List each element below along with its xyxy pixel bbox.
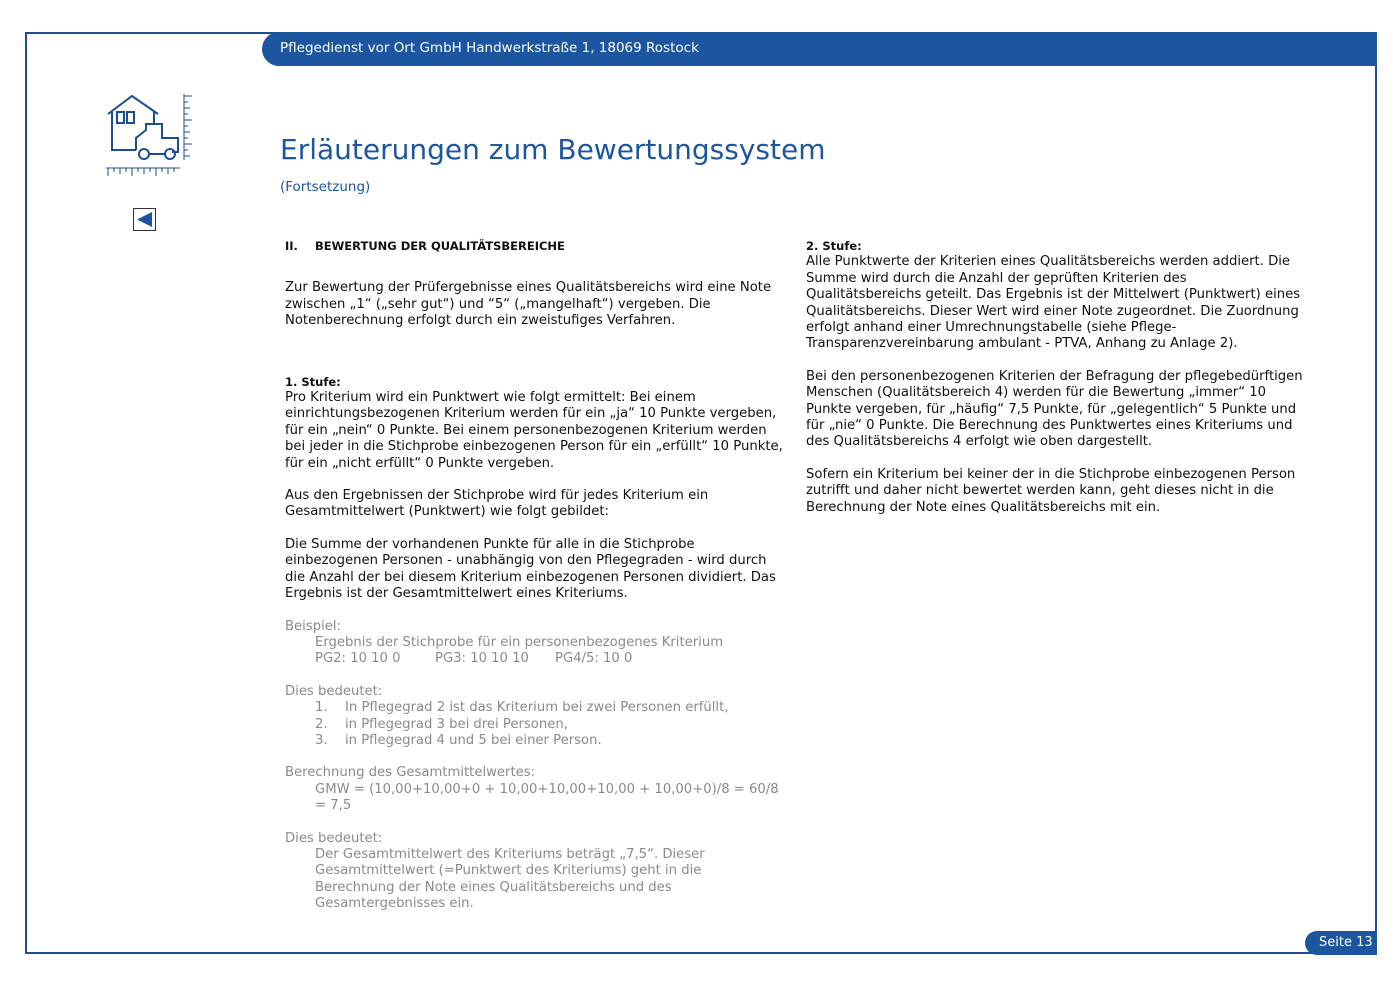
stufe1-text: Pro Kriterium wird ein Punktwert wie folgt ermittelt: Bei einem einrichtungsbezogenen Kriterium werden für ein „ja“ 10 Punkte vergeben, für ein „nein“ 0 Punkte. Bei einem personenbezogenen Kriterium werden bei jeder in die Stichprobe einbezogenen Person für ein „erfüllt“ 10 Punkte, für ein „nicht erfüllt“ 0 Punkte vergeben. [285, 390, 783, 471]
left-column [285, 238, 785, 913]
meaning-text-2: Der Gesamtmittelwert des Kriteriums beträgt „7,5“. Dieser Gesamtmittelwert (=Punktwert des Kriteriums) geht in die Berechnung der Note eines Qualitätsbereichs und des Gesamtergebnisses ein. [315, 846, 705, 912]
example-pg2: PG2: 10 10 0 [315, 651, 401, 667]
intro-text: Zur Bewertung der Prüfergebnisse eines Qualitätsbereichs wird eine Note zwischen „1“ („sehr gut“) und “5“ („mangelhaft“) vergeben. Die Notenberechnung erfolgt durch ein zweistufiges Verfahren. [285, 280, 772, 329]
stufe2-text-2: Bei den personenbezogenen Kriterien der Befragung der pflegebedürftigen Menschen (Qualitätsbereich 4) werden für die Bewertung „immer“ 10 Punkte vergeben, für „häufig“ 7,5 Punkte, für „gelegentlich“ 5 Punkte und für „nie“ 0 Punkte. Die Berechnung des Punktwertes eines Kriteriums und des Qualitätsbereichs 4 erfolgt wie oben dargestellt. [806, 368, 1303, 450]
header-bar [262, 32, 1377, 66]
meaning-label-2: Dies bedeutet: [285, 830, 383, 846]
stufe2-text: Alle Punktwerte der Kriterien eines Qualitätsbereichs werden addiert. Die Summe wird durch die Anzahl der geprüften Kriterien des Qualitätsbereichs geteilt. Das Ergebnis ist der Mittelwert (Punktwert) eines Qualitätsbereichs. Dieser Wert wird einer Note zugeordnet. Die Zuordnung erfolgt anhand einer Umrechnungstabelle (siehe Pflege-Transparenzvereinbarung ambulant - PTVA, Anhang zu Anlage 2). [806, 254, 1301, 352]
list-item: 1. In Pflegegrad 2 ist das Kriterium bei zwei Personen erfüllt, [315, 700, 729, 716]
back-arrow-icon[interactable] [133, 208, 156, 231]
example-label: Beispiel: [285, 618, 341, 634]
meaning-list [285, 700, 785, 749]
right-column [806, 238, 1306, 516]
page-title: Erläuterungen zum Bewertungssystem [280, 133, 826, 166]
stufe2-heading: 2. Stufe: [806, 239, 862, 253]
header-company: Pflegedienst vor Ort GmbH Handwerkstraße 1, 18069 Rostock [280, 40, 699, 56]
example-pg3: PG3: 10 10 10 [435, 651, 529, 667]
example-text: Ergebnis der Stichprobe für ein personenbezogenes Kriterium [315, 634, 724, 650]
calc-formula: GMW = (10,00+10,00+0 + 10,00+10,00+10,00 + 10,00+0)/8 = 60/8 = 7,5 [315, 781, 779, 814]
meaning-label: Dies bedeutet: [285, 683, 383, 699]
list-item: 2. in Pflegegrad 3 bei drei Personen, [315, 716, 568, 732]
stufe2-text-3: Sofern ein Kriterium bei keiner der in die Stichprobe einbezogenen Person zutrifft und daher nicht bewertet werden kann, geht dieses nicht in die Berechnung der Note eines Qualitätsbereichs mit ein. [806, 466, 1296, 515]
page-number: Seite 13 [1305, 931, 1377, 955]
section-heading: II. BEWERTUNG DER QUALITÄTSBEREICHE [285, 239, 565, 253]
stufe1-text-2: Aus den Ergebnissen der Stichprobe wird für jedes Kriterium ein Gesamtmittelwert (Punktwert) wie folgt gebildet: [285, 488, 709, 520]
example-pg-row [285, 651, 785, 667]
page-subtitle: (Fortsetzung) [280, 179, 371, 195]
list-item: 3. in Pflegegrad 4 und 5 bei einer Person. [315, 732, 602, 748]
example-pg45: PG4/5: 10 0 [555, 651, 633, 667]
house-car-icon [100, 90, 196, 186]
example-block [285, 619, 785, 913]
stufe1-text-3: Die Summe der vorhandenen Punkte für alle in die Stichprobe einbezogenen Personen - unabhängig von den Pflegegraden - wird durch die Anzahl der bei diesem Kriterium einbezogenen Personen dividiert. Das Ergebnis ist der Gesamtmittelwert eines Kriteriums. [285, 536, 776, 602]
stufe1-heading: 1. Stufe: [285, 374, 341, 389]
calc-label: Berechnung des Gesamtmittelwertes: [285, 765, 536, 781]
